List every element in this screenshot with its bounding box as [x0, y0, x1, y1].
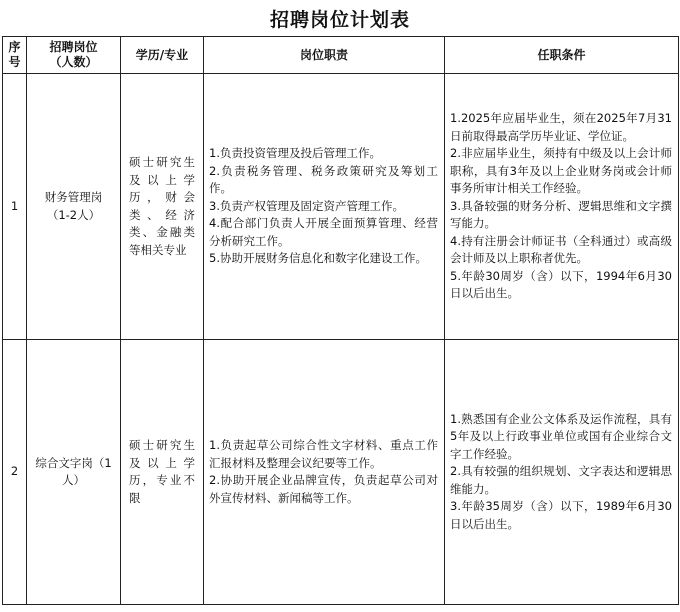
- requirement-item: 2.非应届毕业生，须持有中级及以上会计师职称，具有3年及以上企业财务岗或会计师事务所审计相关工作经验。: [450, 146, 672, 196]
- header-education: 学历/专业: [121, 37, 204, 74]
- row-number: 1: [3, 74, 27, 340]
- recruitment-table: [2, 36, 679, 605]
- duty-item: 3.负责产权管理及固定资产管理工作。: [209, 198, 404, 213]
- duty-item: 1.负责起草公司综合性文字材料、重点工作汇报材料及整理会议纪要等工作。: [209, 438, 438, 470]
- position-cell: 财务管理岗（1-2人）: [27, 74, 121, 340]
- duty-item: 1.负责投资管理及投后管理工作。: [209, 146, 381, 161]
- row-number: 2: [3, 340, 27, 605]
- requirements-cell: [445, 340, 679, 605]
- requirement-item: 3.具备较强的财务分析、逻辑思维和文字撰写能力。: [450, 198, 672, 231]
- header-position: 招聘岗位（人数）: [27, 37, 121, 74]
- requirement-item: 2.具有较强的组织规划、文字表达和逻辑思维能力。: [450, 464, 672, 496]
- requirement-item: 3.年龄35周岁（含）以下，1989年6月30日以后出生。: [450, 499, 672, 531]
- duty-item: 4.配合部门负责人开展全面预算管理、经营分析研究工作。: [209, 216, 438, 248]
- header-no: 序号: [3, 37, 27, 74]
- header-requirements: 任职条件: [445, 37, 679, 74]
- requirements-cell: [445, 74, 679, 340]
- header-duties: 岗位职责: [204, 37, 445, 74]
- position-cell: 综合文字岗（1人）: [27, 340, 121, 605]
- duties-cell: [204, 340, 445, 605]
- education-cell: 硕士研究生及以上学历，专业不限: [121, 340, 204, 605]
- requirement-item: 5.年龄30周岁（含）以下，1994年6月30日以后出生。: [450, 268, 672, 301]
- duties-cell: [204, 74, 445, 340]
- requirement-item: 4.持有注册会计师证书（全科通过）或高级会计师及以上职称者优先。: [450, 233, 672, 266]
- page-title: 招聘岗位计划表: [269, 9, 410, 31]
- requirement-item: 1.2025年应届毕业生，须在2025年7月31日前取得最高学历毕业证、学位证。: [450, 111, 672, 143]
- table-row: [3, 74, 679, 340]
- duty-item: 2.协助开展企业品牌宣传，负责起草公司对外宣传材料、新闻稿等工作。: [209, 473, 438, 505]
- header-row: [3, 37, 679, 74]
- duty-item: 5.协助开展财务信息化和数字化建设工作。: [209, 251, 427, 266]
- duty-item: 2.负责税务管理、税务政策研究及筹划工作。: [209, 163, 438, 196]
- education-cell: 硕士研究生及以上学历，财会类、经济类、金融类等相关专业: [121, 74, 204, 340]
- table-row: [3, 340, 679, 605]
- requirement-item: 1.熟悉国有企业公文体系及运作流程，具有5年及以上行政事业单位或国有企业综合文字工作经验。: [450, 411, 672, 461]
